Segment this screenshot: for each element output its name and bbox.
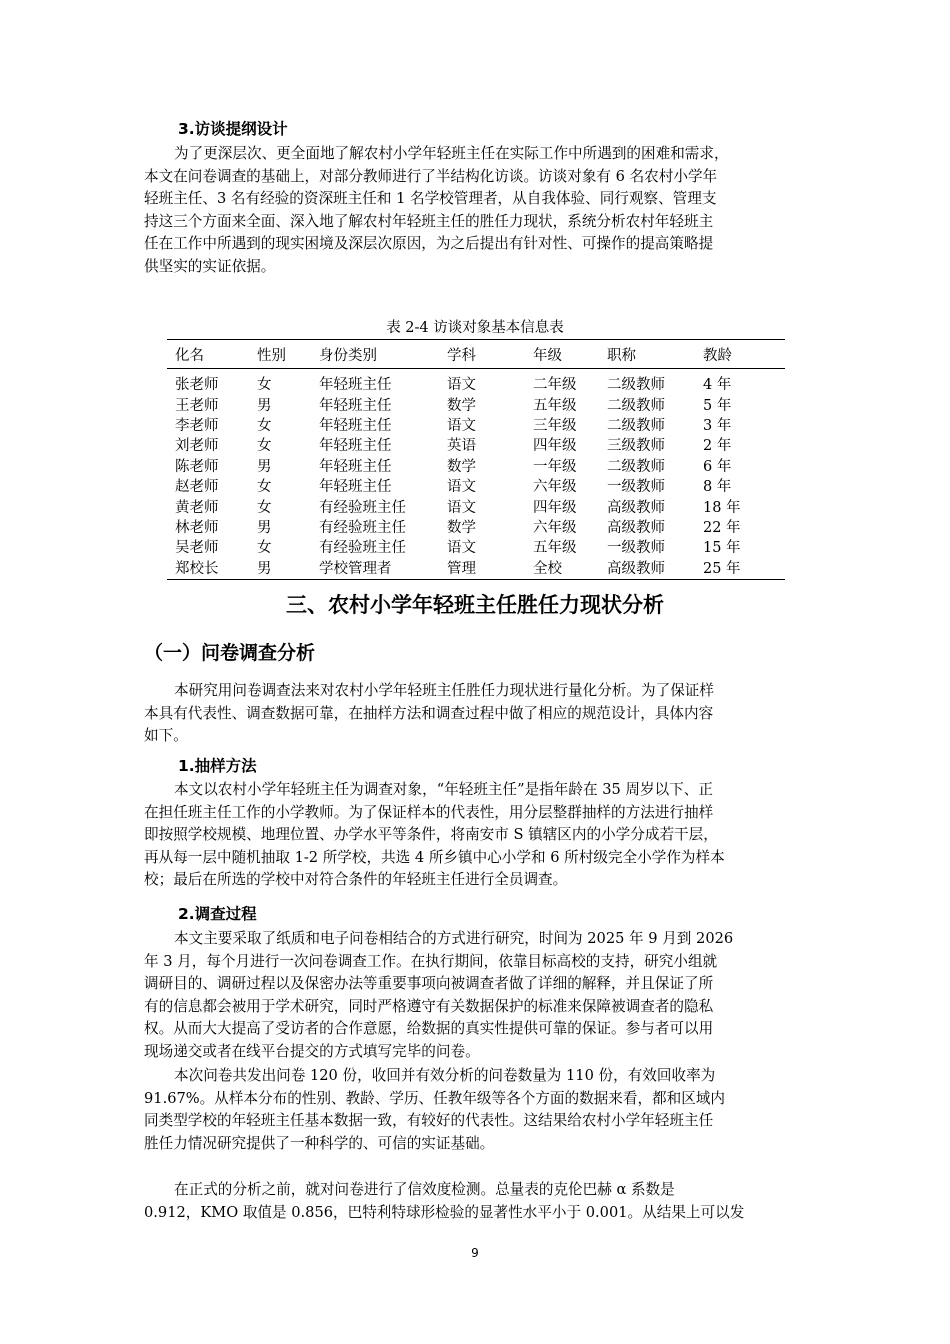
col-header: 性别 [249, 340, 311, 369]
table-cell: 高级教师 [607, 499, 665, 516]
table-cell: 吴老师 [175, 540, 219, 557]
subsection-heading: （一）问卷调查分析 [144, 642, 316, 664]
table-cell: 有经验班主任 [319, 540, 406, 557]
table-cell: 男 [249, 559, 311, 580]
text-line: 本文以农村小学年轻班主任为调查对象，“年轻班主任”是指年龄在 35 周岁以下、正 [174, 781, 713, 798]
table-cell: 25 年 [695, 559, 785, 580]
text-line: 本次问卷共发出问卷 120 份，收回并有效分析的问卷数量为 110 份，有效回收率为 [174, 1067, 716, 1084]
table-cell: 年轻班主任 [319, 458, 392, 475]
text-line: 同类型学校的年轻班主任基本数据一致，有较好的代表性。这结果给农村小学年轻班主任 [144, 1112, 714, 1129]
table-cell: 语文 [447, 377, 476, 394]
table-cell: 女 [257, 479, 272, 496]
table-cell: 五年级 [533, 540, 577, 557]
paragraph-sampling [144, 779, 806, 892]
text-line: 本文主要采取了纸质和电子问卷相结合的方式进行研究，时间为 2025 年 9 月到 2026 [174, 930, 734, 947]
table-cell: 15 年 [703, 540, 741, 557]
table-cell: 高级教师 [599, 559, 695, 580]
text-line: 如下。 [144, 727, 188, 744]
table-cell: 女 [257, 377, 272, 394]
table-cell: 管理 [439, 559, 525, 580]
table-row [167, 497, 785, 517]
text-line: 91.67%。从样本分布的性别、教龄、学历、任教年级等各个方面的数据来看，都和区域内 [144, 1089, 726, 1107]
table-cell: 语文 [447, 479, 476, 496]
table-cell: 二级教师 [607, 417, 665, 434]
table-cell: 女 [257, 499, 272, 516]
table-cell: 一级教师 [607, 540, 665, 557]
table-cell: 男 [257, 458, 272, 475]
table-row [167, 436, 785, 456]
table-cell: 年轻班主任 [319, 479, 392, 496]
text-line: 再从每一层中随机抽取 1-2 所学校，共选 4 所乡镇中心小学和 6 所村级完全小学作为样本 [144, 848, 725, 866]
table-cell: 张老师 [175, 377, 219, 394]
table-cell: 一级教师 [607, 479, 665, 496]
section-heading-sampling: 1.抽样方法 [178, 757, 257, 775]
table-row [167, 538, 785, 558]
text-line: 调研目的、调研过程以及保密办法等重要事项向被调查者做了详细的解释，并且保证了所 [144, 975, 714, 992]
table-row [167, 559, 785, 580]
text-line: 胜任力情况研究提供了一种科学的、可信的实证基础。 [144, 1134, 495, 1152]
table-cell: 有经验班主任 [319, 499, 406, 516]
table-cell: 数学 [447, 397, 476, 414]
table-cell: 五年级 [533, 397, 577, 414]
text-line: 现场递交或者在线平台提交的方式填写完毕的问卷。 [144, 1042, 480, 1060]
col-header: 学科 [439, 340, 525, 369]
text-line: 任在工作中所遇到的现实困境及深层次原因，为之后提出有针对性、可操作的提高策略提 [144, 235, 714, 252]
text-line: 为了更深层次、更全面地了解农村小学年轻班主任在实际工作中所遇到的困难和需求， [174, 145, 729, 162]
table-cell: 5 年 [703, 397, 732, 414]
table-cell: 四年级 [533, 438, 577, 455]
table-cell: 22 年 [703, 519, 741, 536]
table-cell: 四年级 [533, 499, 577, 516]
interviewee-table [167, 339, 785, 580]
table-cell: 三级教师 [607, 438, 665, 455]
paragraph-reliability [144, 1179, 806, 1224]
table-cell: 女 [257, 438, 272, 455]
text-line: 持这三个方面来全面、深入地了解农村年轻班主任的胜任力现状，系统分析农村年轻班主 [144, 212, 714, 230]
table-cell: 2 年 [703, 438, 732, 455]
text-line: 本文在问卷调查的基础上，对部分教师进行了半结构化访谈。访谈对象有 6 名农村小学年 [144, 167, 718, 185]
table-cell: 18 年 [703, 499, 741, 516]
page-number: 9 [471, 1246, 479, 1260]
table-cell: 林老师 [175, 519, 219, 536]
table-cell: 郑校长 [167, 559, 249, 580]
text-line: 权。从而大大提高了受访者的合作意愿，给数据的真实性提供可靠的保证。参与者可以用 [144, 1020, 714, 1037]
table-cell: 全校 [525, 559, 599, 580]
table-cell: 数学 [447, 519, 476, 536]
table-cell: 高级教师 [607, 519, 665, 536]
table-cell: 年轻班主任 [319, 397, 392, 414]
table-cell: 六年级 [533, 519, 577, 536]
table-cell: 二级教师 [607, 397, 665, 414]
table-cell: 男 [257, 397, 272, 414]
table-cell: 8 年 [703, 479, 732, 496]
table-cell: 赵老师 [175, 479, 219, 496]
table-cell: 二级教师 [607, 458, 665, 475]
table-cell: 李老师 [175, 417, 219, 434]
table-cell: 六年级 [533, 479, 577, 496]
col-header: 教龄 [695, 340, 785, 369]
section-heading-interview-outline: 3.访谈提纲设计 [178, 120, 288, 138]
table-row [167, 416, 785, 436]
chapter-heading: 三、农村小学年轻班主任胜任力现状分析 [286, 593, 664, 617]
table-cell: 二级教师 [607, 377, 665, 394]
text-line: 在正式的分析之前，就对问卷进行了信效度检测。总量表的克伦巴赫 α 系数是 [174, 1181, 675, 1198]
table-cell: 黄老师 [175, 499, 219, 516]
table-cell: 6 年 [703, 458, 732, 475]
col-header: 职称 [599, 340, 695, 369]
table-row [167, 375, 785, 395]
text-line: 0.912，KMO 取值是 0.856，巴特利特球形检验的显著性水平小于 0.001。从结果上可以发 [144, 1203, 745, 1221]
table-cell: 女 [257, 417, 272, 434]
table-cell: 二年级 [533, 377, 577, 394]
text-line: 本研究用问卷调查法来对农村小学年轻班主任胜任力现状进行量化分析。为了保证样 [174, 682, 714, 699]
text-line: 本具有代表性、调查数据可靠，在抽样方法和调查过程中做了相应的规范设计，具体内容 [144, 704, 714, 722]
col-header: 年级 [525, 340, 599, 369]
table-cell: 三年级 [533, 417, 577, 434]
table-cell: 学校管理者 [311, 559, 439, 580]
table-cell: 4 年 [703, 377, 732, 394]
table-cell: 一年级 [533, 458, 577, 475]
table-row [167, 477, 785, 497]
table-cell: 陈老师 [175, 458, 219, 475]
text-line: 校；最后在所选的学校中对符合条件的年轻班主任进行全员调查。 [144, 871, 568, 888]
table-cell: 男 [257, 519, 272, 536]
table-cell: 语文 [447, 417, 476, 434]
section-heading-process: 2.调查过程 [178, 905, 257, 923]
table-cell: 语文 [447, 499, 476, 516]
table-row [167, 518, 785, 538]
paragraph-interview [144, 143, 806, 278]
text-line: 供坚实的实证依据。 [144, 257, 276, 275]
table-cell: 年轻班主任 [319, 417, 392, 434]
table-cell: 刘老师 [175, 438, 219, 455]
text-line: 即按照学校规模、地理位置、办学水平等条件，将南安市 S 镇辖区内的小学分成若干层， [144, 826, 718, 843]
table-cell: 年轻班主任 [319, 438, 392, 455]
table-cell: 3 年 [703, 417, 732, 434]
table-cell: 数学 [447, 458, 476, 475]
text-line: 有的信息都会被用于学术研究，同时严格遵守有关数据保护的标准来保障被调查者的隐私 [144, 997, 714, 1015]
text-line: 在担任班主任工作的小学教师。为了保证样本的代表性，用分层整群抽样的方法进行抽样 [144, 803, 714, 821]
table-cell: 女 [257, 540, 272, 557]
paragraph-process [144, 928, 806, 1063]
table-cell: 年轻班主任 [319, 377, 392, 394]
table-caption: 表 2-4 访谈对象基本信息表 [386, 320, 564, 336]
table-header-row [167, 340, 785, 369]
table-cell: 英语 [447, 438, 476, 455]
text-line: 年 3 月，每个月进行一次问卷调查工作。在执行期间，依靠目标高校的支持，研究小组就 [144, 952, 718, 970]
text-line: 轻班主任、3 名有经验的资深班主任和 1 名学校管理者，从自我体验、同行观察、管理支 [144, 190, 717, 207]
table-row [167, 395, 785, 415]
col-header: 化名 [167, 340, 249, 369]
paragraph-result [144, 1065, 806, 1155]
table-row [167, 457, 785, 477]
table-cell: 有经验班主任 [319, 519, 406, 536]
table-cell: 王老师 [175, 397, 219, 414]
col-header: 身份类别 [311, 340, 439, 369]
table-cell: 语文 [447, 540, 476, 557]
paragraph-intro [144, 680, 806, 748]
